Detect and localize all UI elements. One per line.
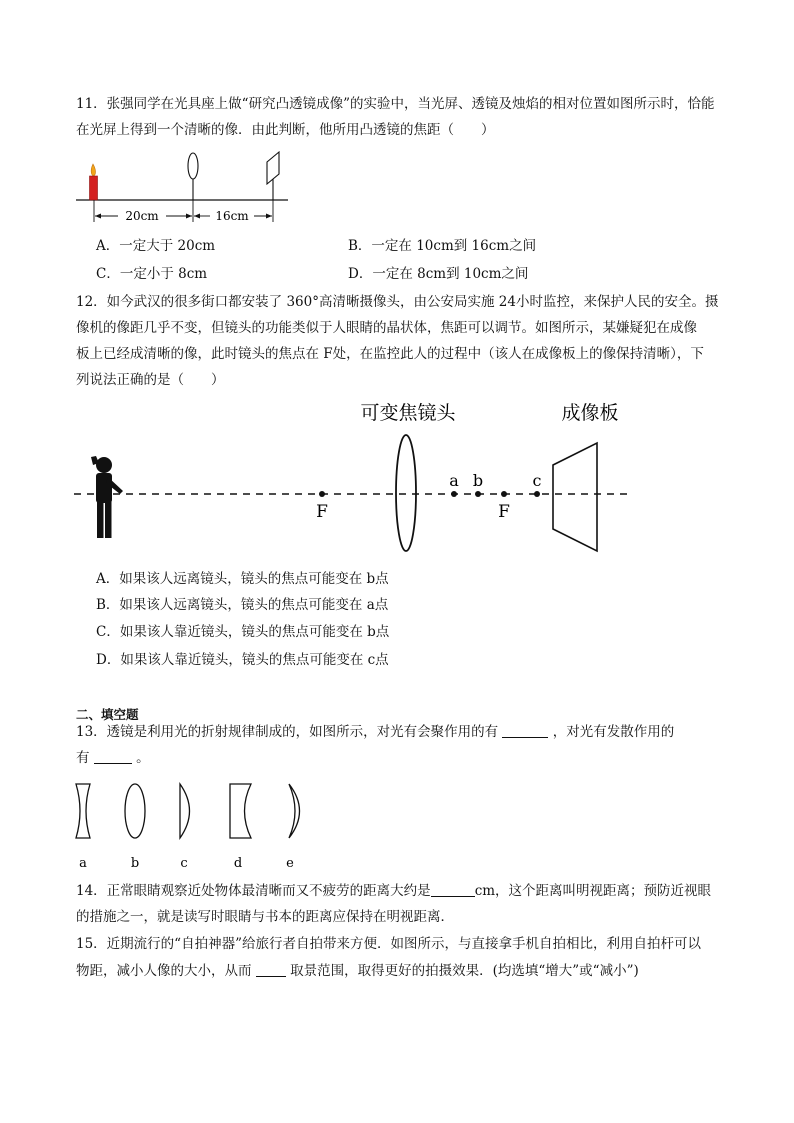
- lens-b-label: b: [130, 856, 140, 871]
- q12-option-c: C．如果该人靠近镜头，镜头的焦点可能变在 b点: [96, 624, 390, 640]
- lens-b-biconvex-icon: [125, 784, 145, 838]
- lens-c-label: c: [180, 856, 188, 871]
- imaging-board-icon: [553, 443, 597, 551]
- focal-point-left: [319, 491, 325, 497]
- q11-optical-bench-figure: [70, 148, 300, 228]
- lens-a-label: a: [79, 856, 87, 871]
- focal-point-right-label: F: [498, 502, 510, 522]
- distance-label-candle-lens: 20cm: [125, 209, 159, 223]
- convex-lens-icon: [188, 153, 198, 179]
- lens-e-meniscus-icon: [289, 784, 300, 838]
- q15-text-part2: 取景范围，取得更好的拍摄效果．(均选填“增大”或“减小”): [290, 963, 639, 979]
- section-title-fill-in: 二、填空题: [76, 707, 139, 722]
- q13-text-part3: 有: [76, 750, 90, 766]
- q12-camera-figure: [0, 395, 794, 560]
- lens-a-biconcave-icon: [76, 784, 90, 838]
- focal-point-left-label: F: [316, 502, 328, 522]
- q12-option-b: B．如果该人远离镜头，镜头的焦点可能变在 a点: [96, 597, 389, 613]
- lens-d-label: d: [233, 856, 243, 871]
- lens-c-planoconvex-icon: [180, 784, 190, 838]
- q15-text-part1: 物距，减小人像的大小，从而: [76, 963, 252, 979]
- imaging-board-label: 成像板: [561, 402, 619, 424]
- point-c: [534, 491, 540, 497]
- q13-text-line1: [76, 722, 674, 742]
- q14-text-part1: 14．正常眼睛观察近处物体最清晰而又不疲劳的距离大约是: [76, 883, 431, 899]
- q12-text-line3: 板上已经成清晰的像，此时镜头的焦点在 F处，在监控此人的过程中（该人在成像板上的像保持清晰），下: [76, 346, 704, 362]
- q14-text-line1: [76, 881, 711, 901]
- q11-text-line1: 11．张强同学在光具座上做“研究凸透镜成像”的实验中，当光屏、透镜及烛焰的相对位置如图所示时，恰能: [76, 96, 715, 112]
- point-c-label: c: [532, 471, 542, 490]
- variable-focus-lens-icon: [396, 435, 416, 551]
- q12-option-d: D．如果该人靠近镜头，镜头的焦点可能变在 c点: [96, 652, 389, 668]
- q12-text-line4: 列说法正确的是（ ）: [76, 372, 225, 388]
- q15-blank-range[interactable]: [256, 962, 286, 977]
- q14-text-line2: 的措施之一，就是读写时眼睛与书本的距离应保持在明视距离．: [76, 909, 454, 925]
- q11-option-d: D．一定在 8cm到 10cm之间: [348, 266, 529, 282]
- lens-d-planoconcave-icon: [230, 784, 251, 838]
- q15-text-line2: [76, 961, 639, 981]
- person-icon: [91, 456, 123, 538]
- q12-option-a: A．如果该人远离镜头，镜头的焦点可能变在 b点: [96, 571, 389, 587]
- q12-text-line2: 像机的像距几乎不变，但镜头的功能类似于人眼睛的晶状体，焦距可以调节。如图所示，某嫌疑犯在成像: [76, 320, 697, 336]
- q13-lens-types-figure: [66, 778, 316, 873]
- q13-text-line2: [76, 748, 150, 768]
- q11-text-line2: 在光屏上得到一个清晰的像．由此判断，他所用凸透镜的焦距（ ）: [76, 122, 495, 138]
- q14-blank-distance[interactable]: [431, 882, 475, 897]
- q11-option-c: C．一定小于 8cm: [96, 266, 208, 282]
- q15-text-line1: 15．近期流行的“自拍神器”给旅行者自拍带来方便．如图所示，与直接拿手机自拍相比，利用自拍杆可以: [76, 936, 701, 952]
- q13-blank-diverging[interactable]: [94, 749, 132, 764]
- point-a-label: a: [449, 471, 459, 490]
- q13-text-part1: 13．透镜是利用光的折射规律制成的，如图所示，对光有会聚作用的有: [76, 724, 499, 740]
- q11-option-a: A．一定大于 20cm: [96, 238, 216, 254]
- focal-point-right: [501, 491, 507, 497]
- q13-text-part2: ，对光有发散作用的: [552, 724, 675, 740]
- point-b-label: b: [472, 471, 484, 490]
- variable-focus-lens-label: 可变焦镜头: [360, 402, 456, 424]
- point-a: [451, 491, 457, 497]
- point-b: [475, 491, 481, 497]
- q13-blank-converging[interactable]: [502, 723, 548, 738]
- candle-icon: [90, 164, 98, 200]
- q11-option-b: B．一定在 10cm到 16cm之间: [348, 238, 537, 254]
- distance-label-lens-screen: 16cm: [215, 209, 249, 223]
- lens-e-label: e: [286, 856, 294, 871]
- q13-text-part4: 。: [136, 750, 150, 766]
- q14-text-part2: cm，这个距离叫明视距离；预防近视眼: [474, 883, 712, 899]
- q12-text-line1: 12．如今武汉的很多街口都安装了 360°高清晰摄像头，由公安局实施 24小时监控，来保护人民的安全。摄: [76, 294, 719, 310]
